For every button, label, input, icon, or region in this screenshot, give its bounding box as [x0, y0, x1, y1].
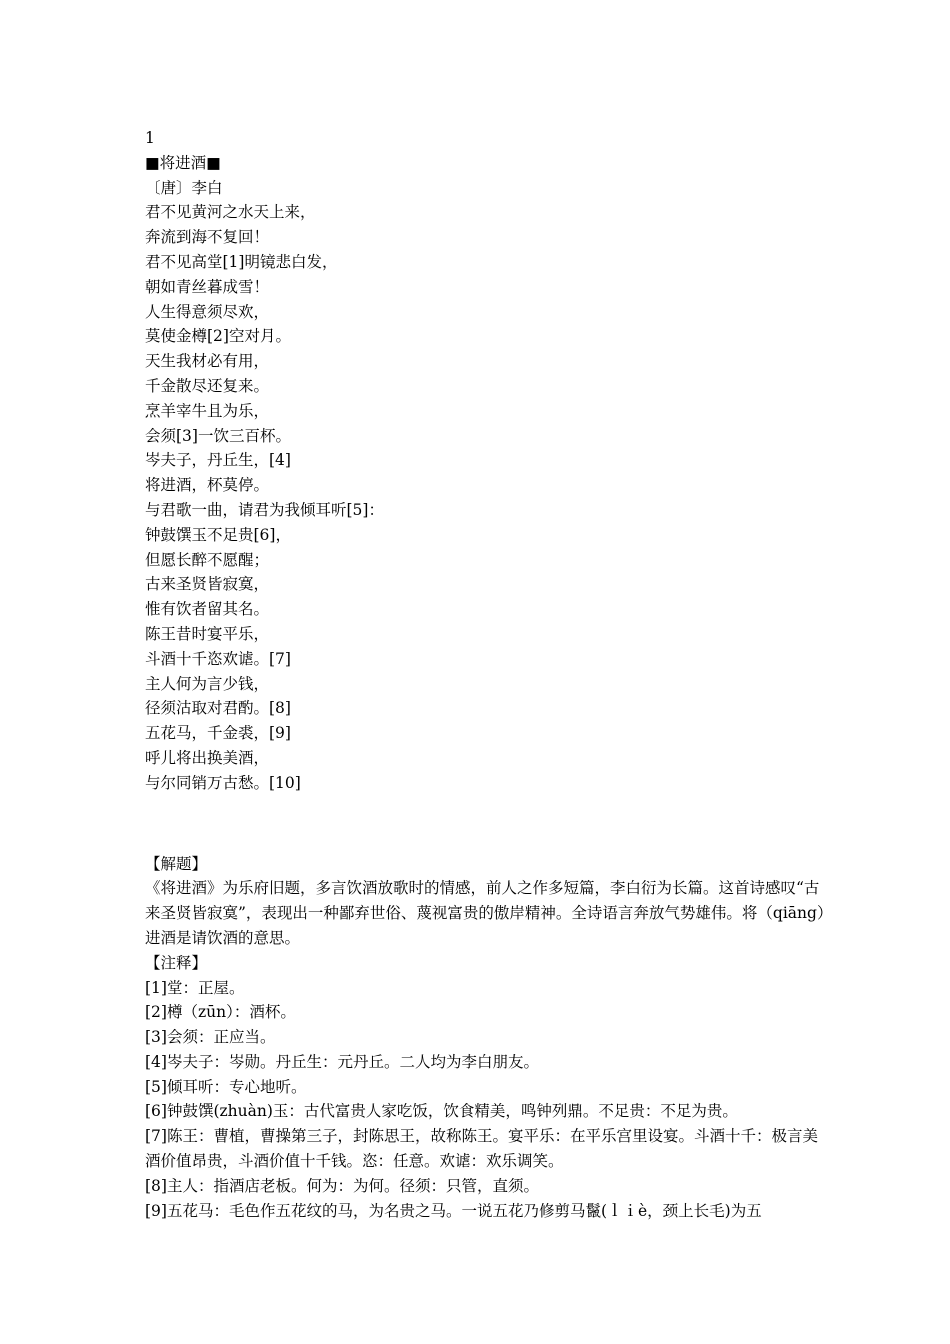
poem-line: 千金散尽还复来。	[145, 376, 270, 395]
section-spacer	[145, 796, 825, 852]
explanation-heading: 【解题】	[145, 854, 208, 873]
note-item: [7]陈王：曹植，曹操第三子，封陈思王，故称陈王。宴平乐：在平乐宫里设宴。斗酒十千：极言美酒价值昂贵，斗酒价值十千钱。恣：任意。欢谑：欢乐调笑。	[145, 1127, 818, 1171]
poem-line: 天生我材必有用，	[145, 352, 270, 371]
page-number: 1	[145, 129, 155, 147]
note-item: [1]堂：正屋。	[145, 978, 245, 997]
note-item: [4]岑夫子：岑勋。丹丘生：元丹丘。二人均为李白朋友。	[145, 1052, 539, 1071]
poem-line: 钟鼓馔玉不足贵[6]，	[145, 525, 291, 544]
poem-title: ■将进酒■	[145, 153, 221, 172]
poem-author: 〔唐〕李白	[145, 178, 223, 197]
poem-line: 主人何为言少钱，	[145, 674, 270, 693]
poem-body	[145, 200, 825, 795]
poem-line: 呼儿将出换美酒，	[145, 748, 270, 767]
poem-line: 将进酒，杯莫停。	[145, 476, 270, 495]
poem-line: 朝如青丝暮成雪！	[145, 277, 270, 296]
poem-line: 斗酒十千恣欢谑。[7]	[145, 649, 291, 668]
note-item: [3]会须：正应当。	[145, 1028, 276, 1047]
notes-section	[145, 951, 825, 1224]
explanation-text: 《将进酒》为乐府旧题，多言饮酒放歌时的情感，前人之作多短篇，李白衍为长篇。这首诗感叹“古来圣贤皆寂寞”，表现出一种鄙弃世俗、蔑视富贵的傲岸精神。全诗语言奔放气势雄伟。将（qiāng）进酒是请饮酒的意思。	[145, 879, 825, 947]
note-item: [6]钟鼓馔(zhuàn)玉：古代富贵人家吃饭，饮食精美，鸣钟列鼎。不足贵：不足为贵。	[145, 1102, 738, 1121]
note-item: [8]主人：指酒店老板。何为：为何。径须：只管，直须。	[145, 1176, 539, 1195]
poem-line: 君不见黄河之水天上来，	[145, 203, 316, 222]
poem-line: 惟有饮者留其名。	[145, 600, 270, 619]
poem-line: 岑夫子，丹丘生，[4]	[145, 451, 291, 470]
explanation-section	[145, 852, 825, 951]
poem-line: 人生得意须尽欢，	[145, 302, 270, 321]
poem-line: 与尔同销万古愁。[10]	[145, 773, 301, 792]
document-page	[145, 126, 825, 1223]
poem-line: 古来圣贤皆寂寞，	[145, 575, 270, 594]
poem-line: 但愿长醉不愿醒；	[145, 550, 270, 569]
notes-heading: 【注释】	[145, 953, 208, 972]
note-item: [9]五花马：毛色作五花纹的马，为名贵之马。一说五花乃修剪马鬣(ｌｉè，颈上长毛)为五	[145, 1201, 762, 1220]
poem-line: 奔流到海不复回！	[145, 228, 270, 247]
poem-line: 径须沽取对君酌。[8]	[145, 699, 291, 718]
note-item: [2]樽（zūn）：酒杯。	[145, 1003, 296, 1022]
poem-line: 君不见高堂[1]明镜悲白发，	[145, 252, 338, 271]
poem-line: 与君歌一曲，请君为我倾耳听[5]：	[145, 500, 384, 519]
poem-line: 莫使金樽[2]空对月。	[145, 327, 291, 346]
poem-line: 五花马，千金裘，[9]	[145, 724, 291, 743]
poem-line: 陈王昔时宴平乐，	[145, 624, 270, 643]
poem-line: 烹羊宰牛且为乐，	[145, 401, 270, 420]
note-item: [5]倾耳听：专心地听。	[145, 1077, 307, 1096]
poem-line: 会须[3]一饮三百杯。	[145, 426, 291, 445]
